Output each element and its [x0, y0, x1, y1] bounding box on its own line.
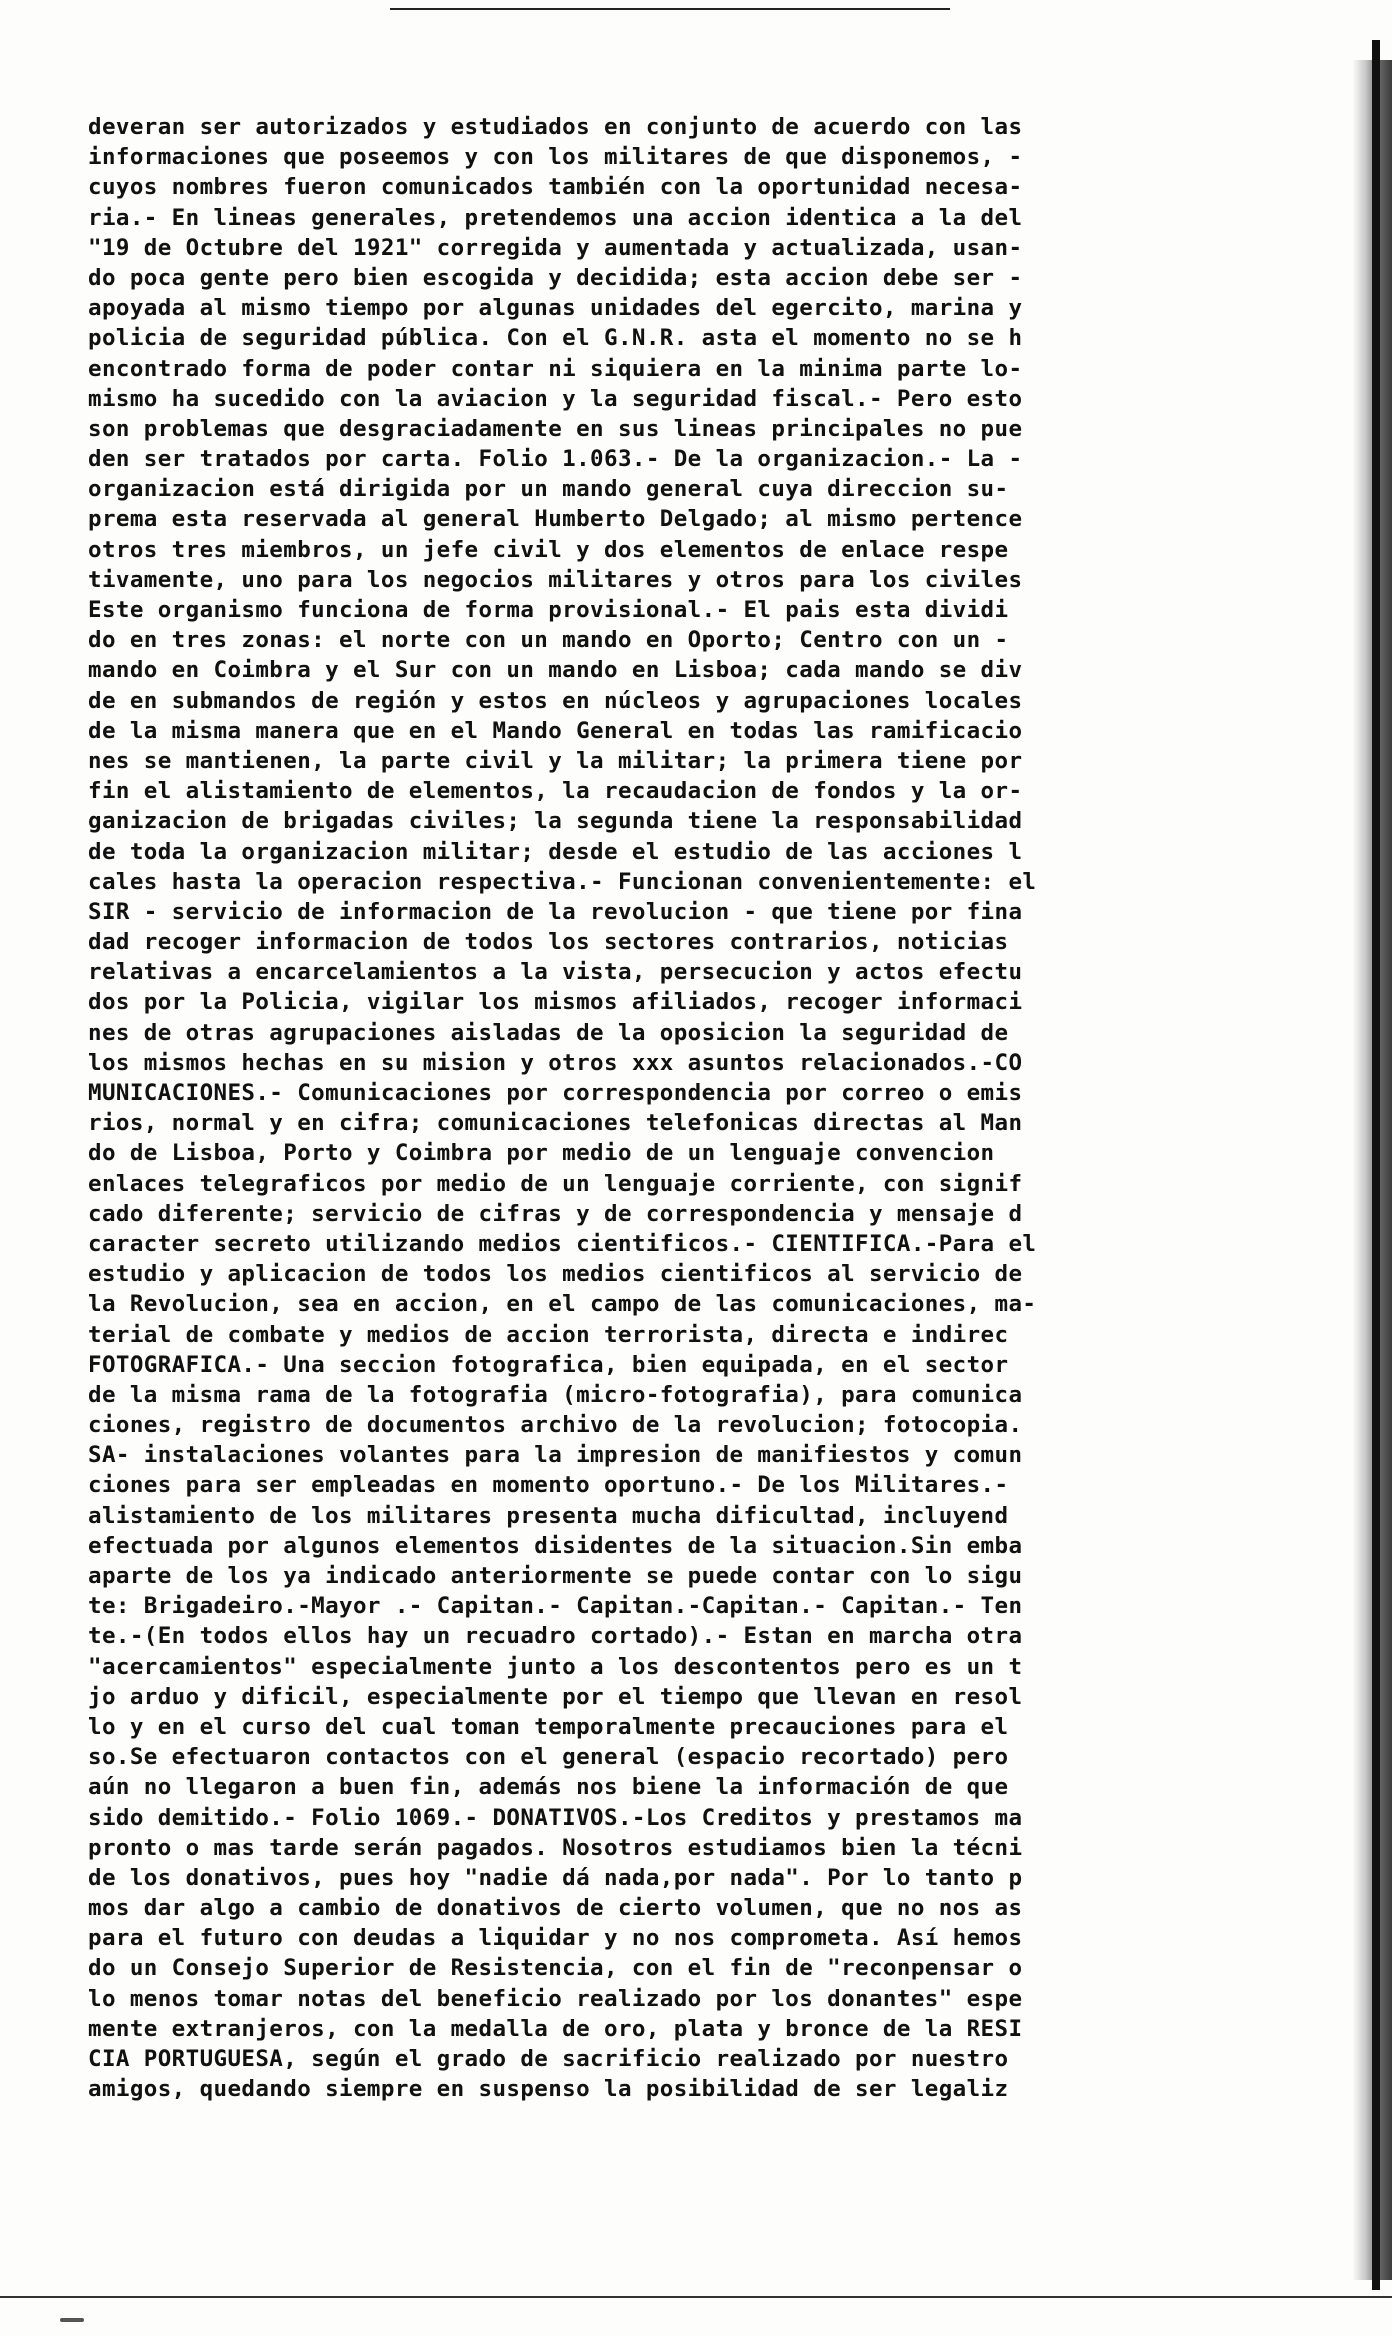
text-line: nes de otras agrupaciones aisladas de la oposicion la seguridad de [88, 1019, 1009, 1046]
typewritten-text-block [88, 112, 1350, 2242]
text-line: cales hasta la operacion respectiva.- Funcionan convenientemente: el [88, 868, 1037, 895]
text-line: MUNICACIONES.- Comunicaciones por correspondencia por correo o emis [88, 1080, 1023, 1106]
text-line: te.-(En todos ellos hay un recuadro cortado).- Estan en marcha otra [88, 1623, 1023, 1650]
text-line: de los donativos, pues hoy "nadie dá nada,por nada". Por lo tanto p [88, 1864, 1023, 1891]
text-line: dad recoger informacion de todos los sectores contrarios, noticias [88, 929, 1009, 956]
text-line: enlaces telegraficos por medio de un lenguaje corriente, con signif [88, 1170, 1023, 1197]
text-line: deveran ser autorizados y estudiados en conjunto de acuerdo con las [88, 114, 1023, 140]
text-line: informaciones que poseemos y con los militares de que disponemos, - [88, 144, 1023, 171]
text-line: CIA PORTUGUESA, según el grado de sacrificio realizado por nuestro [88, 2046, 1009, 2072]
text-line: FOTOGRAFICA.- Una seccion fotografica, bien equipada, en el sector [88, 1351, 1009, 1378]
text-line: la Revolucion, sea en accion, en el campo de las comunicaciones, ma- [88, 1291, 1037, 1318]
text-line: Este organismo funciona de forma provisional.- El pais esta dividi [88, 597, 1009, 623]
text-line: dos por la Policia, vigilar los mismos afiliados, recoger informaci [88, 989, 1023, 1016]
text-line: sido demitido.- Folio 1069.- DONATIVOS.-Los Creditos y prestamos ma [88, 1804, 1023, 1831]
text-line: fin el alistamiento de elementos, la recaudacion de fondos y la or- [88, 778, 1023, 805]
text-line: so.Se efectuaron contactos con el general (espacio recortado) pero [88, 1744, 1009, 1771]
text-line: do poca gente pero bien escogida y decidida; esta accion debe ser - [88, 264, 1023, 291]
text-line: lo menos tomar notas del beneficio realizado por los donantes" espe [88, 1985, 1023, 2012]
text-line: rios, normal y en cifra; comunicaciones telefonicas directas al Man [88, 1110, 1023, 1137]
text-line: cado diferente; servicio de cifras y de correspondencia y mensaje d [88, 1200, 1023, 1227]
text-line: SA- instalaciones volantes para la impresion de manifiestos y comun [88, 1442, 1023, 1469]
text-line: do de Lisboa, Porto y Coimbra por medio de un lenguaje convencion [88, 1140, 995, 1167]
text-line: policia de seguridad pública. Con el G.N.R. asta el momento no se h [88, 325, 1023, 352]
text-line: te: Brigadeiro.-Mayor .- Capitan.- Capitan.-Capitan.- Capitan.- Ten [88, 1593, 1023, 1620]
text-line: de en submandos de región y estos en núcleos y agrupaciones locales [88, 687, 1023, 714]
text-line: cuyos nombres fueron comunicados también con la oportunidad necesa- [88, 174, 1023, 201]
text-line: apoyada al mismo tiempo por algunas unidades del egercito, marina y [88, 295, 1023, 322]
text-line: ria.- En lineas generales, pretendemos una accion identica a la del [88, 204, 1023, 231]
text-line: SIR - servicio de informacion de la revolucion - que tiene por fina [88, 898, 1023, 925]
text-line: de toda la organizacion militar; desde el estudio de las acciones l [88, 838, 1023, 865]
text-line: encontrado forma de poder contar ni siquiera en la minima parte lo- [88, 355, 1023, 382]
text-line: relativas a encarcelamientos a la vista, persecucion y actos efectu [88, 959, 1023, 986]
text-line: estudio y aplicacion de todos los medios cientificos al servicio de [88, 1261, 1023, 1288]
text-line: den ser tratados por carta. Folio 1.063.- De la organizacion.- La - [88, 446, 1023, 473]
text-line: "19 de Octubre del 1921" corregida y aumentada y actualizada, usan- [88, 234, 1023, 261]
text-line: do un Consejo Superior de Resistencia, con el fin de "reconpensar o [88, 1955, 1023, 1982]
text-line: do en tres zonas: el norte con un mando en Oporto; Centro con un - [88, 627, 1009, 654]
text-line: otros tres miembros, un jefe civil y dos elementos de enlace respe [88, 536, 1009, 563]
text-line: aún no llegaron a buen fin, además nos biene la información de que [88, 1774, 1009, 1801]
text-line: ciones, registro de documentos archivo de la revolucion; fotocopia. [88, 1412, 1023, 1439]
text-line: ganizacion de brigadas civiles; la segunda tiene la responsabilidad [88, 808, 1023, 835]
text-line: jo arduo y dificil, especialmente por el tiempo que llevan en resol [88, 1683, 1023, 1710]
text-line: mismo ha sucedido con la aviacion y la seguridad fiscal.- Pero esto [88, 385, 1023, 412]
text-line: para el futuro con deudas a liquidar y no nos comprometa. Así hemos [88, 1925, 1023, 1952]
bottom-rule [0, 2296, 1392, 2298]
text-line: terial de combate y medios de accion terrorista, directa e indirec [88, 1321, 1009, 1348]
text-line: alistamiento de los militares presenta mucha dificultad, incluyend [88, 1502, 1009, 1529]
text-line: nes se mantienen, la parte civil y la militar; la primera tiene por [88, 747, 1023, 774]
text-line: mente extranjeros, con la medalla de oro, plata y bronce de la RESI [88, 2015, 1023, 2042]
text-line: lo y en el curso del cual toman temporalmente precauciones para el [88, 1713, 1009, 1740]
text-line: ciones para ser empleadas en momento oportuno.- De los Militares.- [88, 1472, 1009, 1499]
text-line: pronto o mas tarde serán pagados. Nosotros estudiamos bien la técni [88, 1834, 1023, 1861]
scan-mark [60, 2318, 84, 2322]
text-line: los mismos hechas en su mision y otros xxx asuntos relacionados.-CO [88, 1049, 1023, 1076]
text-line: aparte de los ya indicado anteriormente se puede contar con lo sigu [88, 1563, 1023, 1589]
text-line: mos dar algo a cambio de donativos de cierto volumen, que no nos as [88, 1895, 1023, 1922]
text-line: son problemas que desgraciadamente en sus lineas principales no pue [88, 415, 1023, 442]
text-line: "acercamientos" especialmente junto a los descontentos pero es un t [88, 1653, 1023, 1680]
text-line: organizacion está dirigida por un mando general cuya direccion su- [88, 476, 1009, 503]
text-line: prema esta reservada al general Humberto Delgado; al mismo pertence [88, 506, 1023, 533]
text-line: caracter secreto utilizando medios cientificos.- CIENTIFICA.-Para el [88, 1230, 1037, 1257]
text-line: amigos, quedando siempre en suspenso la posibilidad de ser legaliz [88, 2076, 1009, 2103]
text-line: de la misma manera que en el Mando General en todas las ramificacio [88, 717, 1023, 744]
scan-edge-shadow [1372, 40, 1380, 2290]
text-line: de la misma rama de la fotografia (micro-fotografia), para comunica [88, 1381, 1023, 1408]
text-line: mando en Coimbra y el Sur con un mando en Lisboa; cada mando se div [88, 657, 1023, 684]
text-line: efectuada por algunos elementos disidentes de la situacion.Sin emba [88, 1532, 1023, 1559]
text-line: tivamente, uno para los negocios militares y otros para los civiles [88, 566, 1023, 593]
top-rule [390, 8, 950, 10]
